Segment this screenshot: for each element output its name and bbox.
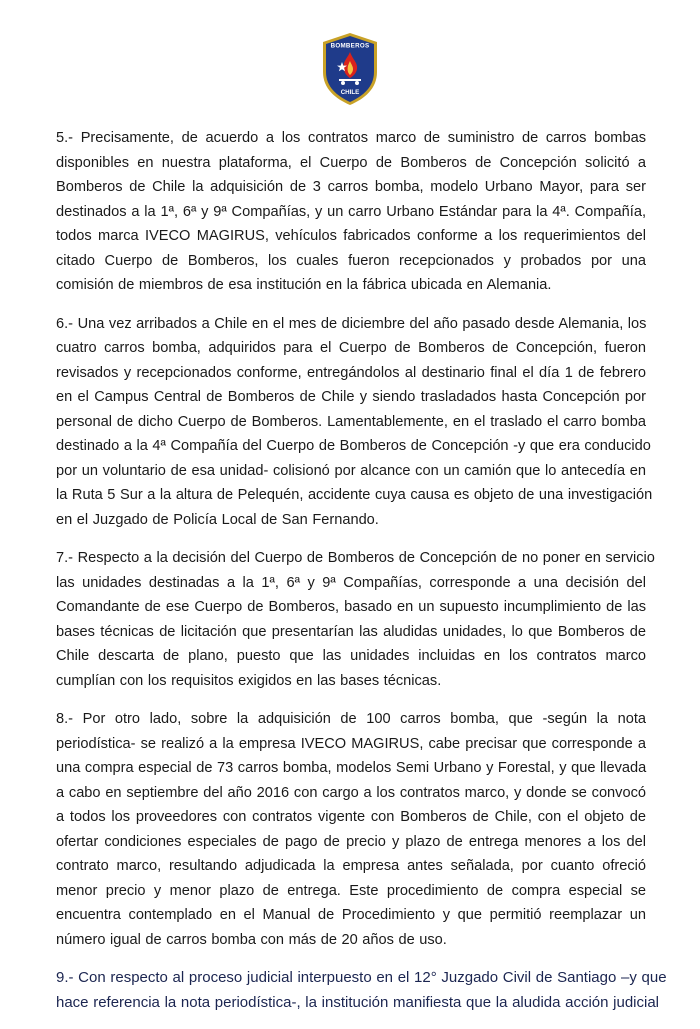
text-line: las unidades destinadas a la 1ª, 6ª y 9ª Compañías, corresponde a una decisión del — [56, 574, 646, 591]
text-line: revisados y recepcionados conforme, entregándolos al destinario final el día 1 de febrero — [56, 364, 646, 381]
text-line: 9.- Con respecto al proceso judicial interpuesto en el 12° Juzgado Civil de Santiago –y que — [56, 969, 667, 986]
text-line: la Ruta 5 Sur a la altura de Pelequén, accidente cuya causa es objeto de una investigación — [56, 487, 653, 503]
paragraph-5 — [56, 126, 646, 298]
text-line: citado Cuerpo de Bomberos, los cuales fueron recepcionados y probados por una — [56, 252, 646, 269]
text-line: destinados a la 1ª, 6ª y 9ª Compañías, y un carro Urbano Estándar para la 4ª. Compañía, — [56, 203, 646, 220]
text-line: a cabo en septiembre del año 2016 con cargo a los contratos marco, y donde se convocó — [56, 784, 646, 801]
text-line: Comandante de ese Cuerpo de Bomberos, basado en un supuesto incumplimiento de las — [56, 599, 646, 615]
text-line: 6.- Una vez arribados a Chile en el mes de diciembre del año pasado desde Alemania, los — [56, 315, 647, 332]
text-line: destinado a la 4ª Compañía del Cuerpo de Bomberos de Concepción -y que era conducido — [56, 438, 651, 454]
text-line: 7.- Respecto a la decisión del Cuerpo de Bomberos de Concepción de no poner en servicio — [56, 550, 655, 566]
text-line: por un voluntario de esa unidad- colisionó por alcance con un camión que lo antecedía en — [56, 462, 646, 479]
text-line: encuentra contemplado en el Manual de Procedimiento y que permitió reemplazar un — [56, 907, 646, 923]
text-line: periodística- se realizó a la empresa IVECO MAGIRUS, cabe precisar que corresponde a — [56, 735, 646, 752]
text-line: menor precio y menor plazo de entrega. Este procedimiento de compra especial se — [56, 882, 646, 899]
text-line: hace referencia la nota periodística-, la institución manifiesta que la aludida acción judicial — [56, 993, 660, 1011]
text-line: Chile descarta de plano, puesto que las unidades incluidas en los contratos marco — [56, 648, 646, 664]
paragraph-7 — [56, 546, 655, 693]
text-line: bases técnicas de licitación que presentarían las aludidas unidades, lo que Bomberos de — [56, 623, 646, 640]
text-line: 5.- Precisamente, de acuerdo a los contratos marco de suministro de carros bombas — [56, 130, 646, 146]
paragraph-9 — [56, 966, 667, 1015]
paragraph-6 — [56, 312, 653, 533]
logo-top-text: BOMBEROS — [330, 42, 370, 50]
text-line: en el Juzgado de Policía Local de San Fernando. — [56, 511, 379, 528]
text-line: ofertar condiciones especiales de pago de precio y plazo de entrega menores a los del — [56, 833, 646, 850]
text-line: en el Campus Central de Bomberos de Chile y siendo trasladados hasta Concepción por — [56, 389, 646, 405]
text-line: contrato marco, resultando adjudicada la empresa antes señalada, por cuanto ofreció — [56, 858, 646, 874]
bomberos-chile-logo — [320, 32, 380, 106]
text-line: 8.- Por otro lado, sobre la adquisición de 100 carros bomba, que -según la nota — [56, 711, 646, 727]
text-line: disponibles en nuestra plataforma, el Cuerpo de Bomberos de Concepción solicitó a — [56, 154, 646, 171]
document-body — [56, 126, 667, 1029]
text-line: personal de dicho Cuerpo de Bomberos. Lamentablemente, en el traslado el carro bomba — [56, 413, 646, 430]
text-line: una compra especial de 73 carros bomba, modelos Semi Urbano y Forestal, y que llevada — [56, 760, 647, 776]
paragraph-8 — [56, 707, 646, 952]
text-line: comisión de miembros de esa institución en la fábrica ubicada en Alemania. — [56, 277, 552, 293]
text-line: a todos los proveedores con contratos vigente con Bomberos de Chile, con el objeto de — [56, 809, 646, 825]
bomberos-chile-shield-icon — [320, 32, 380, 106]
text-line: cumplían con los requisitos exigidos en las bases técnicas. — [56, 672, 442, 689]
text-line: número igual de carros bomba con más de 20 años de uso. — [56, 931, 447, 948]
text-line: todos marca IVECO MAGIRUS, vehículos fabricados conforme a los requerimientos del — [56, 228, 646, 244]
text-line: cuatro carros bomba, adquiridos para el Cuerpo de Bomberos de Concepción, fueron — [56, 340, 646, 356]
text-line: Bomberos de Chile la adquisición de 3 carros bomba, modelo Urbano Mayor, para ser — [56, 179, 646, 195]
logo-bottom-text: CHILE — [340, 89, 360, 96]
